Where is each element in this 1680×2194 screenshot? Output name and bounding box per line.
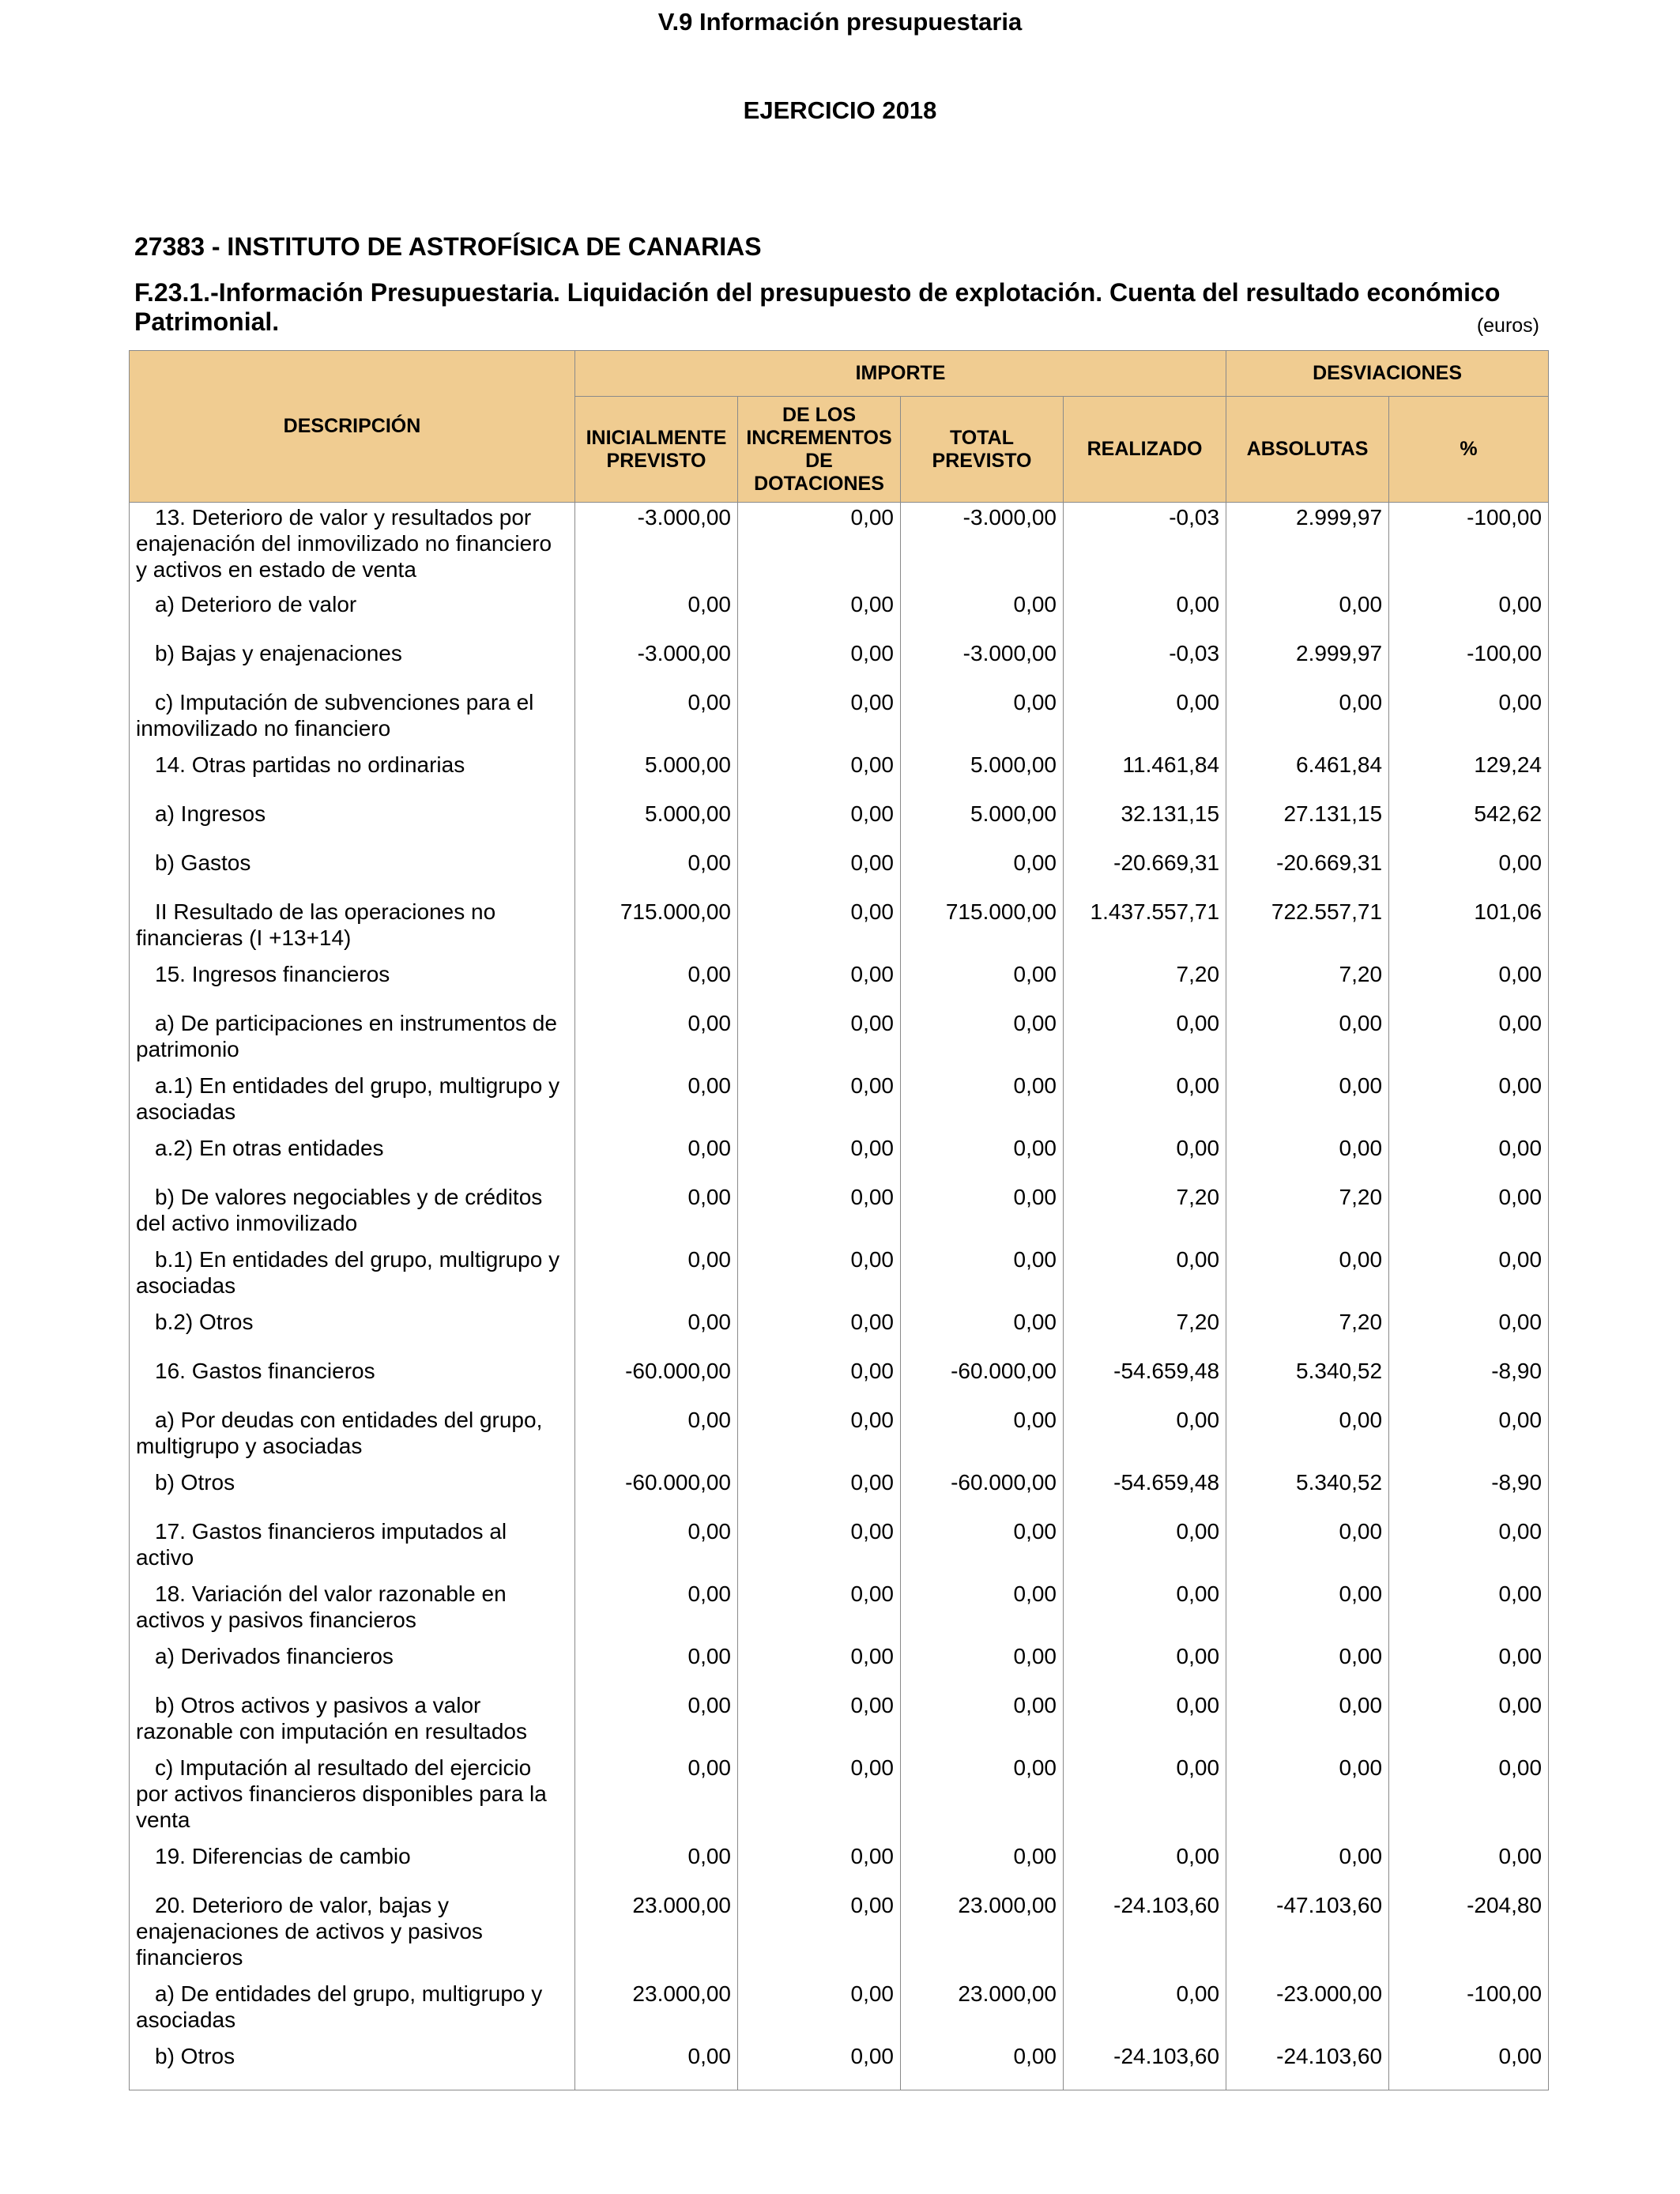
cell-total: 5.000,00 [901,801,1064,850]
units-label: (euros) [1476,315,1539,337]
row-description-text: a.1) En entidades del grupo, multigrupo y asociadas [136,1072,560,1124]
table-row [130,1309,1549,1358]
cell-inicial: 0,00 [575,591,738,640]
cell-total: -60.000,00 [901,1358,1064,1407]
row-description [130,640,575,689]
row-description [130,503,575,591]
cell-absolutas: -24.103,60 [1226,2043,1389,2090]
cell-incrementos: 0,00 [738,850,901,899]
cell-absolutas: 7,20 [1226,961,1389,1010]
cell-incrementos: 0,00 [738,689,901,752]
cell-incrementos: 0,00 [738,1692,901,1755]
cell-absolutas: 0,00 [1226,1518,1389,1581]
row-description-text: b) Otros [155,2043,235,2068]
table-row [130,689,1549,752]
col-header-pct: % [1389,397,1549,503]
cell-pct: 0,00 [1389,2043,1549,2090]
fiscal-year-heading: EJERCICIO 2018 [743,96,937,124]
cell-inicial: 0,00 [575,1518,738,1581]
row-description-text: a) De participaciones en instrumentos de patrimonio [136,1010,557,1061]
cell-inicial: 0,00 [575,1184,738,1246]
table-row [130,1518,1549,1581]
cell-absolutas: 0,00 [1226,1581,1389,1643]
cell-absolutas: 0,00 [1226,1692,1389,1755]
cell-incrementos: 0,00 [738,2043,901,2090]
cell-realizado: -54.659,48 [1064,1358,1226,1407]
cell-incrementos: 0,00 [738,1135,901,1184]
group-header-importe: IMPORTE [575,351,1226,397]
cell-absolutas: 6.461,84 [1226,752,1389,801]
cell-incrementos: 0,00 [738,1309,901,1358]
cell-total: -60.000,00 [901,1469,1064,1518]
row-description [130,1010,575,1072]
cell-absolutas: 5.340,52 [1226,1469,1389,1518]
row-description [130,2043,575,2090]
cell-incrementos: 0,00 [738,752,901,801]
cell-absolutas: 0,00 [1226,1246,1389,1309]
row-description-text: b) Otros activos y pasivos a valor razonable con imputación en resultados [136,1692,527,1744]
cell-inicial: 0,00 [575,1246,738,1309]
cell-pct: -8,90 [1389,1469,1549,1518]
cell-inicial: 0,00 [575,1643,738,1692]
cell-total: 0,00 [901,689,1064,752]
row-description [130,1309,575,1358]
cell-absolutas: 0,00 [1226,591,1389,640]
cell-incrementos: 0,00 [738,1246,901,1309]
cell-inicial: 0,00 [575,1755,738,1843]
cell-realizado: -0,03 [1064,640,1226,689]
cell-absolutas: 0,00 [1226,1643,1389,1692]
cell-total: 0,00 [901,850,1064,899]
table-row [130,1892,1549,1981]
table-row [130,640,1549,689]
cell-incrementos: 0,00 [738,1469,901,1518]
cell-pct: 129,24 [1389,752,1549,801]
table-row [130,1581,1549,1643]
cell-total: 0,00 [901,1010,1064,1072]
cell-total: 0,00 [901,1072,1064,1135]
col-header-total: TOTAL PREVISTO [901,397,1064,503]
cell-absolutas: 7,20 [1226,1309,1389,1358]
cell-absolutas: 0,00 [1226,1755,1389,1843]
cell-pct: 0,00 [1389,689,1549,752]
table-row [130,1692,1549,1755]
cell-pct: 0,00 [1389,1692,1549,1755]
cell-incrementos: 0,00 [738,1358,901,1407]
cell-total: 0,00 [901,591,1064,640]
cell-incrementos: 0,00 [738,1581,901,1643]
row-description [130,1581,575,1643]
row-description-text: c) Imputación de subvenciones para el inmovilizado no financiero [136,689,534,741]
row-description [130,1407,575,1469]
row-description [130,1755,575,1843]
row-description-text: b) Otros [155,1469,235,1495]
cell-pct: -100,00 [1389,640,1549,689]
cell-inicial: 0,00 [575,1843,738,1892]
row-description-text: b) Bajas y enajenaciones [155,640,402,665]
row-description-text: a) Deterioro de valor [155,591,357,616]
cell-pct: 0,00 [1389,850,1549,899]
cell-total: -3.000,00 [901,503,1064,591]
row-description-text: b) Gastos [155,850,251,875]
cell-incrementos: 0,00 [738,1407,901,1469]
table-row [130,1010,1549,1072]
cell-total: 5.000,00 [901,752,1064,801]
table-row [130,1135,1549,1184]
row-description [130,961,575,1010]
cell-absolutas: 0,00 [1226,1407,1389,1469]
cell-inicial: 0,00 [575,689,738,752]
row-description-text: 13. Deterioro de valor y resultados por enajenación del inmovilizado no financiero y activos en estado de venta [136,505,552,582]
row-description-text: b) De valores negociables y de créditos del activo inmovilizado [136,1184,543,1235]
cell-total: 0,00 [901,1755,1064,1843]
cell-realizado: -24.103,60 [1064,2043,1226,2090]
table-row [130,1843,1549,1892]
cell-incrementos: 0,00 [738,899,901,961]
row-description-text: 18. Variación del valor razonable en activos y pasivos financieros [136,1581,507,1632]
row-description-text: 19. Diferencias de cambio [155,1843,411,1868]
cell-realizado: 0,00 [1064,1692,1226,1755]
cell-pct: 0,00 [1389,1309,1549,1358]
table-row [130,801,1549,850]
cell-absolutas: 5.340,52 [1226,1358,1389,1407]
cell-total: -3.000,00 [901,640,1064,689]
table-row [130,961,1549,1010]
table-row [130,1469,1549,1518]
cell-realizado: 0,00 [1064,1010,1226,1072]
row-description [130,689,575,752]
row-description [130,899,575,961]
cell-inicial: -3.000,00 [575,640,738,689]
cell-incrementos: 0,00 [738,591,901,640]
row-description [130,1072,575,1135]
cell-absolutas: -23.000,00 [1226,1981,1389,2043]
cell-incrementos: 0,00 [738,801,901,850]
table-row [130,591,1549,640]
cell-pct: 101,06 [1389,899,1549,961]
row-description [130,1184,575,1246]
cell-incrementos: 0,00 [738,1843,901,1892]
row-description-text: b.2) Otros [155,1309,254,1334]
row-description [130,1518,575,1581]
cell-realizado: 0,00 [1064,1072,1226,1135]
cell-realizado: 0,00 [1064,1643,1226,1692]
cell-total: 0,00 [901,1518,1064,1581]
table-row [130,752,1549,801]
row-description-text: a) De entidades del grupo, multigrupo y asociadas [136,1981,543,2032]
table-row [130,1184,1549,1246]
cell-realizado: 0,00 [1064,1981,1226,2043]
row-description [130,1892,575,1981]
cell-pct: 542,62 [1389,801,1549,850]
cell-realizado: 0,00 [1064,1843,1226,1892]
cell-inicial: 0,00 [575,1309,738,1358]
cell-absolutas: 722.557,71 [1226,899,1389,961]
table-row [130,1981,1549,2043]
cell-total: 0,00 [901,961,1064,1010]
report-title: F.23.1.-Información Presupuestaria. Liquidación del presupuesto de explotación. Cuenta del resultado económico Patrimonial. [134,278,1501,336]
budget-table [129,350,1549,2090]
cell-pct: 0,00 [1389,1518,1549,1581]
cell-total: 0,00 [901,1135,1064,1184]
cell-realizado: 0,00 [1064,1407,1226,1469]
cell-absolutas: 27.131,15 [1226,801,1389,850]
cell-total: 715.000,00 [901,899,1064,961]
cell-pct: 0,00 [1389,1135,1549,1184]
cell-incrementos: 0,00 [738,1892,901,1981]
col-header-inicial: INICIALMENTE PREVISTO [575,397,738,503]
cell-realizado: 0,00 [1064,689,1226,752]
table-row [130,1407,1549,1469]
row-description [130,1135,575,1184]
cell-incrementos: 0,00 [738,1010,901,1072]
cell-inicial: 0,00 [575,1135,738,1184]
table-row [130,850,1549,899]
group-header-desviaciones: DESVIACIONES [1226,351,1549,397]
cell-incrementos: 0,00 [738,1755,901,1843]
table-row [130,1246,1549,1309]
cell-absolutas: 0,00 [1226,1010,1389,1072]
row-description [130,752,575,801]
cell-pct: 0,00 [1389,591,1549,640]
cell-pct: 0,00 [1389,1072,1549,1135]
row-description [130,1692,575,1755]
table-row [130,503,1549,591]
cell-absolutas: 2.999,97 [1226,640,1389,689]
row-description-text: a) Derivados financieros [155,1643,394,1668]
col-header-realizado: REALIZADO [1064,397,1226,503]
cell-realizado: 0,00 [1064,591,1226,640]
row-description [130,1643,575,1692]
row-description [130,1843,575,1892]
row-description-text: 20. Deterioro de valor, bajas y enajenaciones de activos y pasivos financieros [136,1892,483,1970]
row-description-text: a.2) En otras entidades [155,1135,384,1160]
col-header-incrementos: DE LOS INCREMENTOS DE DOTACIONES [738,397,901,503]
row-description [130,850,575,899]
cell-total: 0,00 [901,1309,1064,1358]
cell-incrementos: 0,00 [738,640,901,689]
cell-incrementos: 0,00 [738,1184,901,1246]
cell-total: 0,00 [901,1407,1064,1469]
cell-incrementos: 0,00 [738,1518,901,1581]
cell-pct: -8,90 [1389,1358,1549,1407]
cell-realizado: 0,00 [1064,1755,1226,1843]
row-description-text: b.1) En entidades del grupo, multigrupo y asociadas [136,1246,560,1298]
cell-total: 0,00 [901,1843,1064,1892]
row-description [130,1469,575,1518]
row-description-text: 17. Gastos financieros imputados al activo [136,1518,507,1570]
cell-realizado: 7,20 [1064,961,1226,1010]
cell-realizado: 32.131,15 [1064,801,1226,850]
cell-realizado: -24.103,60 [1064,1892,1226,1981]
row-description-text: c) Imputación al resultado del ejercicio por activos financieros disponibles para la venta [136,1755,547,1832]
cell-realizado: 11.461,84 [1064,752,1226,801]
row-description [130,1246,575,1309]
cell-inicial: 5.000,00 [575,801,738,850]
cell-inicial: -60.000,00 [575,1358,738,1407]
cell-pct: -100,00 [1389,503,1549,591]
row-description-text: 15. Ingresos financieros [155,961,390,986]
cell-absolutas: -20.669,31 [1226,850,1389,899]
cell-pct: 0,00 [1389,1184,1549,1246]
table-row [130,2043,1549,2090]
cell-pct: 0,00 [1389,1581,1549,1643]
cell-total: 0,00 [901,2043,1064,2090]
cell-pct: 0,00 [1389,1407,1549,1469]
cell-realizado: 0,00 [1064,1581,1226,1643]
cell-realizado: -0,03 [1064,503,1226,591]
table-row [130,1072,1549,1135]
cell-inicial: 23.000,00 [575,1892,738,1981]
cell-total: 0,00 [901,1692,1064,1755]
table-row [130,1755,1549,1843]
cell-pct: 0,00 [1389,1843,1549,1892]
row-description-text: II Resultado de las operaciones no financieras (I +13+14) [136,899,496,950]
cell-realizado: 7,20 [1064,1184,1226,1246]
cell-inicial: 0,00 [575,1010,738,1072]
cell-inicial: 0,00 [575,1581,738,1643]
cell-realizado: 7,20 [1064,1309,1226,1358]
cell-total: 0,00 [901,1581,1064,1643]
cell-pct: -204,80 [1389,1892,1549,1981]
cell-pct: -100,00 [1389,1981,1549,2043]
table-row [130,1358,1549,1407]
cell-realizado: 0,00 [1064,1246,1226,1309]
table-row [130,899,1549,961]
cell-pct: 0,00 [1389,1010,1549,1072]
cell-inicial: 0,00 [575,2043,738,2090]
cell-total: 0,00 [901,1643,1064,1692]
cell-realizado: 0,00 [1064,1518,1226,1581]
cell-incrementos: 0,00 [738,503,901,591]
entity-name: 27383 - INSTITUTO DE ASTROFÍSICA DE CANARIAS [134,232,762,261]
cell-inicial: 0,00 [575,961,738,1010]
cell-inicial: 0,00 [575,1072,738,1135]
row-description [130,801,575,850]
cell-inicial: 0,00 [575,850,738,899]
col-header-absolutas: ABSOLUTAS [1226,397,1389,503]
cell-inicial: 715.000,00 [575,899,738,961]
cell-inicial: 0,00 [575,1692,738,1755]
row-description [130,1358,575,1407]
cell-incrementos: 0,00 [738,961,901,1010]
cell-realizado: -20.669,31 [1064,850,1226,899]
cell-total: 0,00 [901,1246,1064,1309]
table-row [130,1643,1549,1692]
row-description [130,1981,575,2043]
cell-incrementos: 0,00 [738,1072,901,1135]
cell-inicial: -60.000,00 [575,1469,738,1518]
row-description-text: a) Por deudas con entidades del grupo, multigrupo y asociadas [136,1407,543,1458]
section-header: V.9 Información presupuestaria [657,8,1023,36]
cell-realizado: -54.659,48 [1064,1469,1226,1518]
cell-total: 23.000,00 [901,1981,1064,2043]
cell-absolutas: 2.999,97 [1226,503,1389,591]
cell-absolutas: 0,00 [1226,1843,1389,1892]
row-description-text: 14. Otras partidas no ordinarias [155,752,465,777]
row-description-text: a) Ingresos [155,801,266,826]
cell-realizado: 0,00 [1064,1135,1226,1184]
cell-absolutas: 0,00 [1226,1135,1389,1184]
cell-absolutas: 0,00 [1226,689,1389,752]
cell-pct: 0,00 [1389,1643,1549,1692]
cell-total: 23.000,00 [901,1892,1064,1981]
row-description [130,591,575,640]
col-header-descripcion: DESCRIPCIÓN [130,351,575,503]
cell-absolutas: 7,20 [1226,1184,1389,1246]
cell-incrementos: 0,00 [738,1981,901,2043]
cell-absolutas: -47.103,60 [1226,1892,1389,1981]
cell-absolutas: 0,00 [1226,1072,1389,1135]
cell-total: 0,00 [901,1184,1064,1246]
cell-realizado: 1.437.557,71 [1064,899,1226,961]
cell-inicial: 5.000,00 [575,752,738,801]
row-description-text: 16. Gastos financieros [155,1358,375,1383]
cell-inicial: 0,00 [575,1407,738,1469]
cell-pct: 0,00 [1389,1755,1549,1843]
cell-pct: 0,00 [1389,1246,1549,1309]
cell-incrementos: 0,00 [738,1643,901,1692]
cell-pct: 0,00 [1389,961,1549,1010]
cell-inicial: -3.000,00 [575,503,738,591]
cell-inicial: 23.000,00 [575,1981,738,2043]
